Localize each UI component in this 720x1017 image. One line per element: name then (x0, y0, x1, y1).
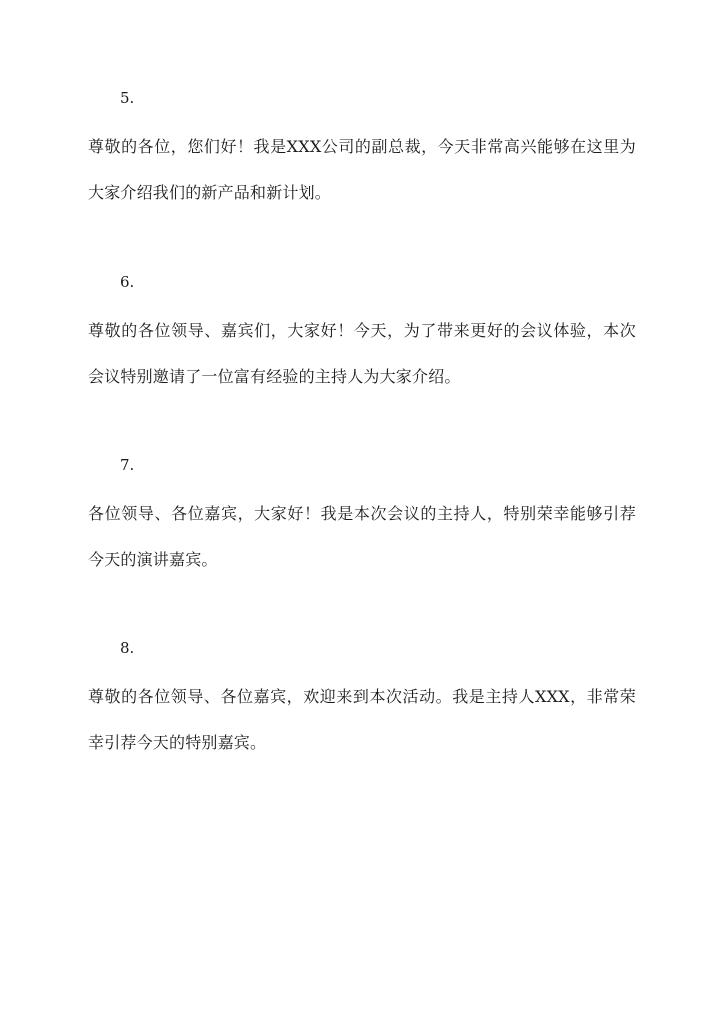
item-number: 7. (120, 456, 135, 474)
item-number: 8. (120, 639, 135, 657)
item-paragraph: 尊敬的各位，您们好！我是XXX公司的副总裁，今天非常高兴能够在这里为大家介绍我们的新产品和新计划。 (88, 137, 636, 202)
item-number: 5. (120, 89, 135, 107)
list-item (88, 638, 636, 766)
item-paragraph: 各位领导、各位嘉宾，大家好！我是本次会议的主持人，特别荣幸能够引荐今天的演讲嘉宾。 (88, 504, 636, 569)
list-item (88, 455, 636, 583)
list-item (88, 272, 636, 400)
item-paragraph: 尊敬的各位领导、嘉宾们，大家好！今天，为了带来更好的会议体验，本次会议特别邀请了一位富有经验的主持人为大家介绍。 (88, 321, 636, 386)
item-number: 6. (120, 273, 135, 291)
item-paragraph: 尊敬的各位领导、各位嘉宾，欢迎来到本次活动。我是主持人XXX，非常荣幸引荐今天的特别嘉宾。 (88, 687, 636, 752)
list-item (88, 88, 636, 216)
